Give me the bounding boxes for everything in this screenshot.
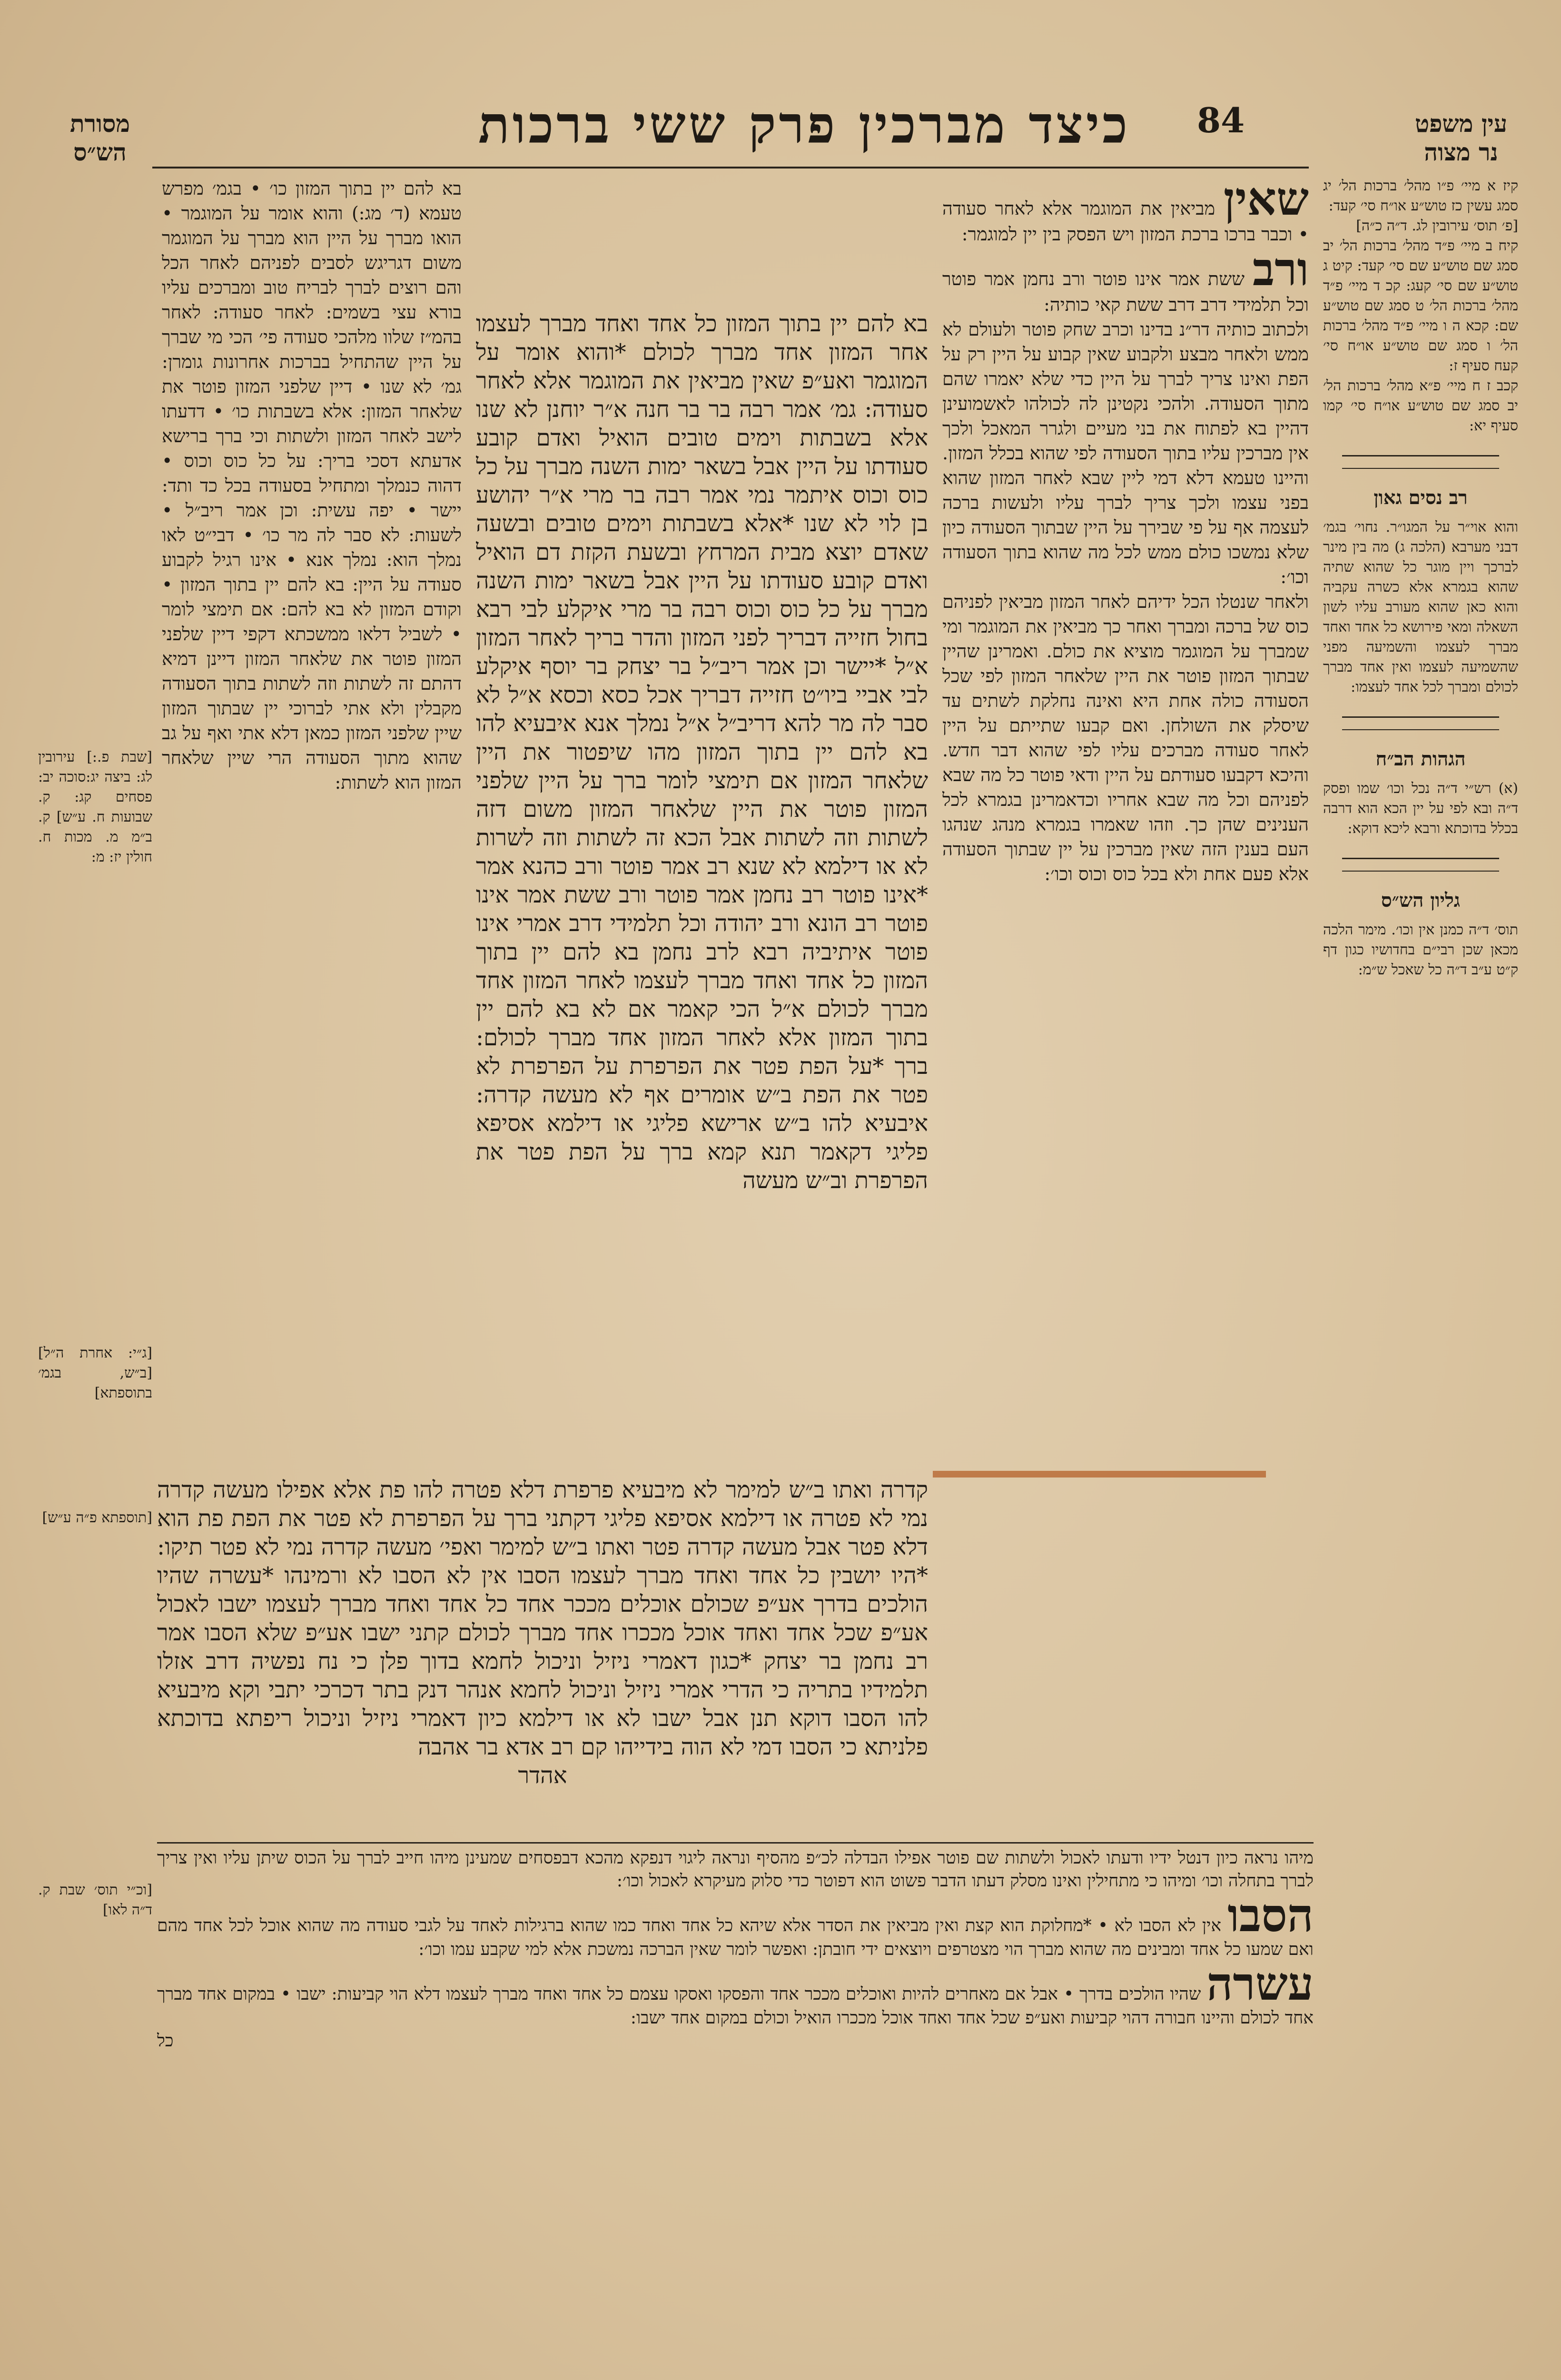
rashi-text: ששת אמר אינו פוטר ורב נחמן אמר פוטר וכל תלמידי דרב דרב ששת קאי כותיה: [942,268,1309,315]
rav-nissim-heading: רב נסים גאון [1373,486,1468,509]
masoret-ref: [וכ״י תוס׳ שבת ק. ד״ה לאו] [38,1882,152,1918]
masoret-ref: [ג״י: אחרת ה״ל] [ב״ש, בגמ׳ בתוספתא] [38,1345,152,1401]
page-number: 84 [1197,100,1245,140]
bottom-catchword: כל [157,2031,174,2051]
masoret-ref: [תוספתא פ״ה ע״ש] [42,1509,152,1526]
ein-mishpat-text: קיז א מיי׳ פ״ו מהל׳ ברכות הל׳ יג סמג עשין כז טוש״ע או״ח סי׳ קעד: [פ׳ תוס׳ עירובין לג. ד״ה כ״ה] קיח ב מיי׳ פ״ד מהל׳ ברכות הל׳ יב סמג שם טוש״ע שם סי׳ קעד: קיט ג טוש״ע שם סי׳ קעג: קכ ד מיי׳ פ״ד מהל׳ ברכות הל׳ ט סמג שם טוש״ע שם: קכא ה ו מיי׳ פ״ד מהל׳ ברכות הל׳ ו סמג שם טוש״ע או״ח סי׳ קעח סעיף ז: קכב ז ח מיי׳ פ״א מהל׳ ברכות הל׳ יב סמג שם טוש״ע או״ח סי׳ קמו סעיף יא: [1323,178,1518,434]
bottom-anchor-word: עשרה [1206,1957,1314,2011]
gemara-column [476,309,928,1476]
tosafot-text: בא להם יין בתוך המזון כו׳ • בגמ׳ מפרש טעמא (ד׳ מג:) והוא אומר על המוגמר • הואו מברך על היין הוא מברך על המוגמר משום דגריגש לסבים לפניהם לאחר הכל והם רוצים לברך לבריח טוב ומברכים עליו בורא עצי בשמים: לאחר סעודה: לאחר בהמ״ז שלוו מלהכי סעודה פי׳ הכי מי שברך על היין שהתחיל בברכות אחרונות גומרן: גמ׳ לא שנו • דיין שלפני המזון פוטר את שלאחר המזון: אלא בשבתות כו׳ • דדעתו לישב לאחר המזון ולשתות וכי ברך ברישא אדעתא דסכי בריך: על כל כוס וכוס • דהוה כנמלך ומתחיל בסעודה בכל כד ותד: יישר • יפה עשית: וכן אמר ריב״ל • לשעות: לא סבר לה מר כו׳ • דבי״ט לאו נמלך הוא: נמלך אנא • אינו רגיל לקבוע סעודה על היין: בא להם יין בתוך המזון • וקודם המזון לא בא להם: אם תימצי לומר • לשביל דלאו ממשכתא דקפי דיין שלפני המזון פוטר את שלאחר המזון דיינן דמיא דהתם זה לשתות וזה לשתות בתוך הסעודה מקבלין ולא אתי לברוכי יין שבתוך המזון שיין שלפני המזון כמאן דלא אתי ואף על גב שהוא מתוך הסעודה הרי שיין שלאחר המזון הוא לשתות: [162,178,462,793]
ein-mishpat-label: עין משפט נר מצוה [1415,109,1507,166]
gilyon-heading: גליון הש״ס [1381,889,1461,912]
rashi-anchor-word: ורב [1253,242,1309,296]
ornament-divider [1342,455,1499,469]
bottom-text: שהיו הולכים בדרך • אבל אם מאחרים להיות ואוכלים מככר אחד והפסקו ואסקו עצמם כל אחד ואחד מברך לעצמו דלא הוי קביעות: ישבו • במקום אחד מברך אחד לכולם והיינו חבורה דהוי קביעות ואע״פ שכל אחד ואחד אוכל מככרו הואיל וכולם במקום אחד ישבו: [157,1984,1314,2028]
rashi-text: מביאין את המוגמר אלא לאחר סעודה • וכבר ברכו ברכת המזון ויש הפסק בין יין למוגמר: [942,198,1309,245]
gemara-wide-block [157,1476,928,1842]
bottom-text: מיהו נראה כיון דנטל ידיו ודעתו לאכול ולשתות שם פוטר אפילו הבדלה לכ״פ מהסיף ונראה ליגוי דנפקא מהכא דבפסחים שמעינן מיהו חייב לברך על הכוס שיתן עליו ואין צריך לברך בתחלה וכו׳ ומיהו כי מתחילין ואינו מסלק דעתו הדבר פשוט הוא דפוטר כדי סלוק מעיקרא לאכול וכו׳: [157,1848,1314,1891]
ornament-divider [1342,858,1499,872]
tosafot-column [162,176,462,1461]
hagahot-text: (א) רש״י ד״ה נכל וכו׳ שמו ופסק ד״ה ובא לפי על יין הכא הוא דרבה בכלל בדוכתא ורבא ליכא דוקא: [1323,780,1518,837]
bottom-text: אין לא הסבו לא • *מחלוקת הוא קצת ואין מביאין את הסדר אלא שיהא כל אחד ואחד כמו שהוא ברגילות לאחד על לגבי סעודה מה שהוא אוכל לכל אחד מהם ואם שמעו כל אחד ומבינים מה שהוא מברך הוי מצטרפים ויוצאים ידי חובתן: ואפשר לומר שאין הברכה נמשכת אלא למי שקבע עמו וכו׳: [157,1916,1314,1959]
rashi-paragraph [942,176,1309,247]
header-rule [152,167,1309,169]
bottom-paragraph [157,1957,1314,2030]
page-header [0,71,1561,176]
rashi-column [942,176,1309,1785]
gilyon-text: תוס׳ ד״ה כמנן אין וכו׳. מימר הלכה מכאן שכן רבי״ם בחדושיו כגון דף ק״ט ע״ב ד״ה כל שאכל ש״מ: [1323,922,1518,978]
rashi-paragraph [942,242,1309,317]
rav-nissim-text: והוא אוי״ר על המגו״ר. נחוי׳ בגמ׳ דבני מערבא (הלכה ג) מה בין מינר לברכך ויין מוגר כל שהוא שתיה שהוא בגמרא אלא כשרה עקביה והוא כאן שהוא מעורב עליו לשון השאלה ומאי פירושא כל אחד ואחד מברך לעצמו והשמיעה מפני שהשמיעה לעצמו ואין אחד מברך לכולם ומברך לכל אחד לעצמו: [1323,519,1518,695]
bottom-rule [157,1842,1314,1844]
rashi-text: ולכתוב כותיה דר״נ בדינו וכרב שחק פוטר ולעולם לא ממש ולאחר מבצע ולקבוע שאין קבוע על היין רק על הפת ואינו צריך לברך על היין כדי שלא יאמרו שהם מתוך הסעודה. ולהכי נקטינן לה לכולהו לאשמועינן דהיין בא לפתוח את בני מעיים ולגרר המאכל ולכך אין מברכין עליו בתוך הסעודה לפי שהוא בכלל המזון. והיינו טעמא דלא דמי ליין שבא לאחר המזון שהוא בפני עצמו ולכך צריך לברך עליו ולעשות ברכה לעצמה אף על פי שבירך על היין שבתוך הסעודה כיון שלא נמשכו כולם ממש לכל מה שהוא בתוך הסעודה וכו׳: [942,319,1309,587]
gemara-text-wide: קדרה ואתו ב״ש למימר לא מיבעיא פרפרת דלא פטרה להו פת אלא אפילו מעשה קדרה נמי לא פטרה או דילמא אסיפא פליגי דקתני ברך על הפרפרת לא פטר את הפת פת הוא דלא פטר אבל מעשה קדרה פטר ואתו ב״ש למימר ואפי׳ מעשה קדרה נמי לא פטר תיקו: *היו יושבין כל אחד ואחד מברך לעצמו הסבו אין לא הסבו לא ורמינהו *עשרה שהיו הולכים בדרך אע״פ שכולם אוכלים מככר אחד כל אחד ואחד מברך לעצמו ישבו לאכול אע״פ שכל אחד ואחד אוכל מככרו אחד מברך לכולם קתני ישבו אע״פ שלא הסבו אמר רב נחמן בר יצחק *כגון דאמרי ניזיל וניכול לחמא בדוך פלן כי נח נפשיה דרב אזלו תלמידיו בתריה כי הדרי אמרי ניזיל וניכול לחמא אנהר דנק בתר דכרכי יתבי וקא מיבעיא להו הסבו דוקא תנן אבל ישבו לא או דילמא כיון דאמרי ניזיל וניכול ריפתא בדוכתא פלניתא כי הסבו דמי לא הוה בידייהו קם רב אדא בר אהבה [157,1477,928,1760]
rashi-text: ולאחר שנטלו הכל ידיהם לאחר המזון מביאין לפניהם כוס של ברכה ומברך ואחר כך מביאין את המוגמר ומי שמברך על המוגמר מוציא את כולם. ואמרינן שהיין שבתוך המזון פוטר את היין שלאחר המזון לפי שכל הסעודה כולה אחת היא ואינה נחלקת לשתים עד שיסלק את השולחן. ואם קבעו שתייתם על היין לאחר סעודה מברכים עליו לפי שהוא דבר חדש. והיכא דקבעו סעודתם על היין ודאי פוטר כל מה שבא לפניהם וכל מה שבא אחריו וכדאמרינן בגמרא לכל הענינים שהן כך. וזהו שאמרו בגמרא מנהג שנהגו העם בענין הזה שאין מברכין על יין שבתוך הסעודה אלא פעם אחת ולא בכל כוס וכוס וכו׳: [942,591,1309,884]
rashi-anchor-word: שאין [1223,176,1309,226]
page-title: כיצד מברכין פרק ששי ברכות [478,95,1130,155]
hagahot-heading: הגהות הב״ח [1375,748,1466,770]
gemara-catchword: אהדר [518,1762,567,1789]
bottom-commentary [157,1847,1314,2380]
gemara-text: בא להם יין בתוך המזון כל אחד ואחד מברך לעצמו אחר המזון אחד מברך לכולם *והוא אומר על המוגמר ואע״פ שאין מביאין את המוגמר אלא לאחר סעודה: גמ׳ אמר רבה בר בר חנה א״ר יוחנן לא שנו אלא בשבתות וימים טובים הואיל ואדם קובע סעודתו על היין אבל בשאר ימות השנה מברך על כל כוס וכוס איתמר נמי אמר רבה בר מרי א״ר יהושע בן לוי לא שנו *אלא בשבתות וימים טובים ובשעה שאדם יוצא מבית המרחץ ובשעת הקזת דם הואיל ואדם קובע סעודתו על היין אבל בשאר ימות השנה מברך על כל כוס וכוס רבה בר מרי איקלע לבי רבא בחול חזייה דבריך לפני המזון והדר בריך לאחר המזון א״ל *יישר וכן אמר ריב״ל בר יצחק בר יוסף איקלע לבי אביי ביו״ט חזייה דבריך אכל כסא וכסא א״ל לא סבר לה מר להא דריב״ל א״ל נמלך אנא איבעיא להו בא להם יין בתוך המזון מהו שיפטור את היין שלאחר המזון אם תימצי לומר ברך על היין שלפני המזון פוטר את היין שלאחר המזון משום דזה לשתות וזה לשתות אבל הכא זה לשתות וזה לשרות לא או דילמא לא שנא רב אמר פוטר ורב כהנא אמר *אינו פוטר רב נחמן אמר פוטר ורב ששת אמר אינו פוטר רב הונא ורב יהודה וכל תלמידי דרב אמרי אינו פוטר איתיביה רבא לרב נחמן בא להם יין בתוך המזון כל אחד ואחד מברך לעצמו לאחר המזון אחד מברך לכולם א״ל הכי קאמר אם לא בא להם יין בתוך המזון אלא לאחר המזון אחד מברך לכולם: ברך *על הפת פטר את הפרפרת על הפרפרת לא פטר את הפת ב״ש אומרים אף לא מעשה קדרה: איבעיא להו ב״ש ארישא פליגי או דילמא אסיפא פליגי דקאמר תנא קמא ברך על הפת פטר את הפרפרת וב״ש מעשה [476,310,928,1194]
bottom-paragraph [157,1888,1314,1961]
bottom-anchor-word: הסבו [1227,1888,1314,1942]
highlight-mark [933,1471,1266,1478]
masoret-hashas-label: מסורת הש״ס [70,109,130,166]
masoret-ref: [שבת פ.:] עירובין לג: ביצה יג:סוכה יב: פסחים קג: ק. שבועות ח. ע״ש] ק. ב״מ מ. מכות ח. חולין יז: מ: [38,749,152,865]
ein-mishpat-column [1323,176,1518,2013]
masoret-column [38,176,152,2366]
ornament-divider [1342,716,1499,730]
